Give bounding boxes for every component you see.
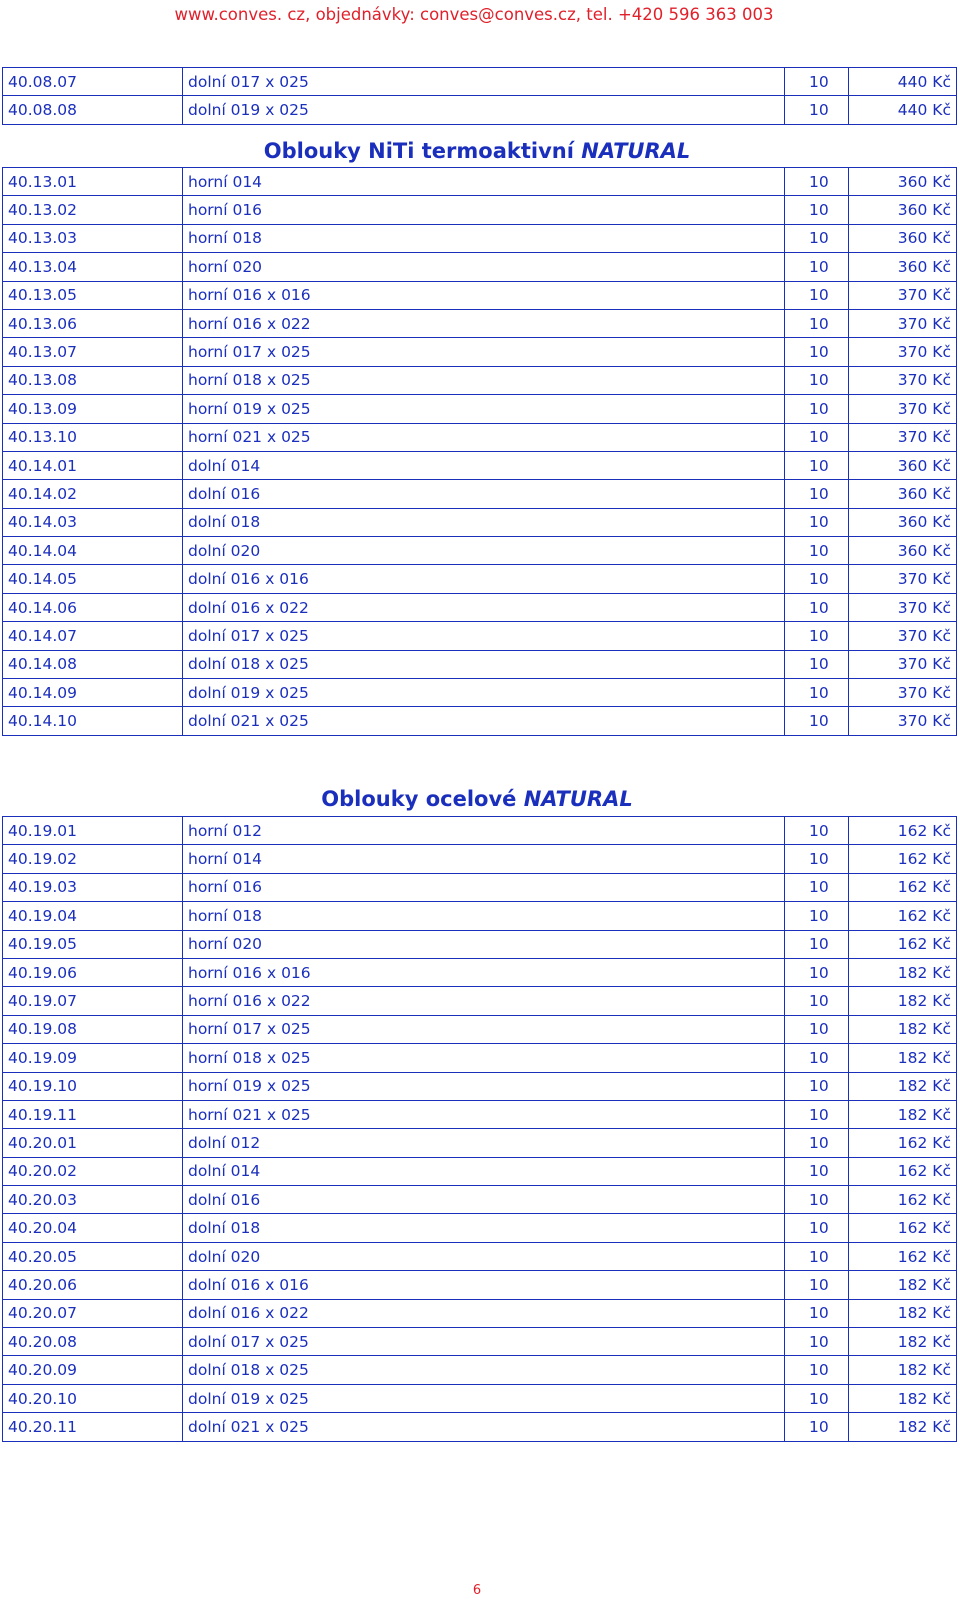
item-description: horní 018 x 025	[183, 366, 785, 394]
table-row	[3, 1384, 957, 1412]
item-description: dolní 020	[183, 1242, 785, 1270]
table-row	[3, 480, 957, 508]
item-description: horní 021 x 025	[183, 1100, 785, 1128]
item-description: dolní 016	[183, 1186, 785, 1214]
item-price: 360 Kč	[849, 168, 957, 196]
item-price: 360 Kč	[849, 537, 957, 565]
price-table-top	[2, 67, 957, 125]
table-row	[3, 650, 957, 678]
item-quantity: 10	[785, 1214, 849, 1242]
table-row	[3, 1015, 957, 1043]
item-price: 370 Kč	[849, 593, 957, 621]
item-price: 182 Kč	[849, 1044, 957, 1072]
table-row	[3, 958, 957, 986]
table-row	[3, 930, 957, 958]
item-price: 182 Kč	[849, 1299, 957, 1327]
item-code: 40.08.07	[3, 68, 183, 96]
item-price: 360 Kč	[849, 224, 957, 252]
item-price: 182 Kč	[849, 1356, 957, 1384]
item-code: 40.13.03	[3, 224, 183, 252]
item-code: 40.14.07	[3, 622, 183, 650]
item-description: dolní 018 x 025	[183, 1356, 785, 1384]
item-code: 40.14.06	[3, 593, 183, 621]
item-code: 40.19.08	[3, 1015, 183, 1043]
item-description: horní 017 x 025	[183, 338, 785, 366]
table-row	[3, 537, 957, 565]
item-quantity: 10	[785, 423, 849, 451]
item-code: 40.19.11	[3, 1100, 183, 1128]
table-row	[3, 1157, 957, 1185]
item-code: 40.19.06	[3, 958, 183, 986]
table-row	[3, 873, 957, 901]
item-price: 360 Kč	[849, 451, 957, 479]
item-price: 370 Kč	[849, 565, 957, 593]
item-quantity: 10	[785, 537, 849, 565]
item-code: 40.20.08	[3, 1328, 183, 1356]
item-quantity: 10	[785, 679, 849, 707]
item-code: 40.20.03	[3, 1186, 183, 1214]
item-code: 40.19.04	[3, 902, 183, 930]
item-description: dolní 017 x 025	[183, 68, 785, 96]
item-quantity: 10	[785, 958, 849, 986]
item-price: 440 Kč	[849, 68, 957, 96]
item-price: 370 Kč	[849, 395, 957, 423]
table-row	[3, 1072, 957, 1100]
item-description: dolní 021 x 025	[183, 707, 785, 735]
item-quantity: 10	[785, 593, 849, 621]
item-price: 370 Kč	[849, 338, 957, 366]
price-table-niti	[2, 167, 957, 736]
item-quantity: 10	[785, 1384, 849, 1412]
table-row	[3, 1044, 957, 1072]
item-quantity: 10	[785, 168, 849, 196]
item-code: 40.14.01	[3, 451, 183, 479]
table-row	[3, 565, 957, 593]
item-description: horní 019 x 025	[183, 395, 785, 423]
item-description: dolní 019 x 025	[183, 96, 785, 124]
item-quantity: 10	[785, 1356, 849, 1384]
item-code: 40.20.02	[3, 1157, 183, 1185]
table-row	[3, 1129, 957, 1157]
table-row	[3, 1299, 957, 1327]
item-price: 162 Kč	[849, 1129, 957, 1157]
item-quantity: 10	[785, 650, 849, 678]
table-row	[3, 309, 957, 337]
item-code: 40.14.03	[3, 508, 183, 536]
table-row	[3, 1328, 957, 1356]
item-description: dolní 012	[183, 1129, 785, 1157]
item-quantity: 10	[785, 902, 849, 930]
item-price: 162 Kč	[849, 1157, 957, 1185]
item-description: horní 018	[183, 224, 785, 252]
item-price: 370 Kč	[849, 679, 957, 707]
item-price: 182 Kč	[849, 1271, 957, 1299]
item-quantity: 10	[785, 1328, 849, 1356]
item-quantity: 10	[785, 96, 849, 124]
item-price: 360 Kč	[849, 480, 957, 508]
item-description: dolní 016 x 016	[183, 565, 785, 593]
item-code: 40.20.11	[3, 1413, 183, 1441]
item-description: horní 012	[183, 817, 785, 845]
table-row	[3, 817, 957, 845]
price-table-ocelove	[2, 816, 957, 1442]
item-quantity: 10	[785, 68, 849, 96]
item-description: horní 016 x 022	[183, 987, 785, 1015]
item-quantity: 10	[785, 1271, 849, 1299]
item-quantity: 10	[785, 1044, 849, 1072]
item-code: 40.14.05	[3, 565, 183, 593]
item-quantity: 10	[785, 1242, 849, 1270]
item-code: 40.13.05	[3, 281, 183, 309]
table-row	[3, 593, 957, 621]
item-code: 40.14.08	[3, 650, 183, 678]
table-row	[3, 987, 957, 1015]
item-price: 182 Kč	[849, 1384, 957, 1412]
table-row	[3, 168, 957, 196]
item-price: 162 Kč	[849, 873, 957, 901]
item-quantity: 10	[785, 1129, 849, 1157]
item-quantity: 10	[785, 987, 849, 1015]
item-code: 40.19.01	[3, 817, 183, 845]
item-code: 40.08.08	[3, 96, 183, 124]
item-quantity: 10	[785, 565, 849, 593]
item-price: 162 Kč	[849, 902, 957, 930]
table-row	[3, 338, 957, 366]
item-price: 162 Kč	[849, 845, 957, 873]
item-quantity: 10	[785, 224, 849, 252]
item-code: 40.20.07	[3, 1299, 183, 1327]
table-row	[3, 281, 957, 309]
table-row	[3, 451, 957, 479]
item-price: 182 Kč	[849, 1072, 957, 1100]
item-price: 162 Kč	[849, 1214, 957, 1242]
item-quantity: 10	[785, 1186, 849, 1214]
item-quantity: 10	[785, 395, 849, 423]
item-quantity: 10	[785, 309, 849, 337]
item-description: horní 018 x 025	[183, 1044, 785, 1072]
item-quantity: 10	[785, 508, 849, 536]
item-code: 40.13.10	[3, 423, 183, 451]
section-title-ocelove: Oblouky ocelové NATURAL	[321, 787, 633, 811]
item-price: 182 Kč	[849, 1413, 957, 1441]
item-description: horní 020	[183, 253, 785, 281]
item-code: 40.13.01	[3, 168, 183, 196]
item-price: 162 Kč	[849, 1242, 957, 1270]
item-price: 162 Kč	[849, 817, 957, 845]
item-price: 370 Kč	[849, 281, 957, 309]
item-description: horní 016 x 016	[183, 281, 785, 309]
table-row	[3, 1413, 957, 1441]
item-description: dolní 017 x 025	[183, 1328, 785, 1356]
table-row	[3, 253, 957, 281]
table-row	[3, 707, 957, 735]
item-code: 40.14.02	[3, 480, 183, 508]
item-price: 370 Kč	[849, 366, 957, 394]
item-price: 370 Kč	[849, 707, 957, 735]
section-title-niti: Oblouky NiTi termoaktivní NATURAL	[263, 139, 691, 163]
table-row	[3, 196, 957, 224]
item-description: dolní 018 x 025	[183, 650, 785, 678]
item-price: 360 Kč	[849, 508, 957, 536]
item-code: 40.13.09	[3, 395, 183, 423]
item-quantity: 10	[785, 1100, 849, 1128]
item-price: 182 Kč	[849, 1100, 957, 1128]
page-number: 6	[472, 1583, 482, 1598]
item-price: 440 Kč	[849, 96, 957, 124]
item-code: 40.20.05	[3, 1242, 183, 1270]
table-row	[3, 1242, 957, 1270]
table-row	[3, 1356, 957, 1384]
item-code: 40.20.01	[3, 1129, 183, 1157]
item-quantity: 10	[785, 817, 849, 845]
item-code: 40.19.09	[3, 1044, 183, 1072]
item-quantity: 10	[785, 1157, 849, 1185]
item-code: 40.14.10	[3, 707, 183, 735]
item-price: 360 Kč	[849, 196, 957, 224]
item-description: horní 014	[183, 845, 785, 873]
item-quantity: 10	[785, 281, 849, 309]
item-quantity: 10	[785, 366, 849, 394]
item-description: dolní 019 x 025	[183, 679, 785, 707]
item-code: 40.14.04	[3, 537, 183, 565]
item-price: 360 Kč	[849, 253, 957, 281]
table-row	[3, 508, 957, 536]
item-price: 162 Kč	[849, 930, 957, 958]
table-row	[3, 1100, 957, 1128]
item-description: horní 018	[183, 902, 785, 930]
table-row	[3, 224, 957, 252]
item-quantity: 10	[785, 1015, 849, 1043]
item-quantity: 10	[785, 1072, 849, 1100]
item-quantity: 10	[785, 1299, 849, 1327]
item-description: dolní 020	[183, 537, 785, 565]
table-row	[3, 68, 957, 96]
item-description: horní 021 x 025	[183, 423, 785, 451]
item-quantity: 10	[785, 1413, 849, 1441]
item-quantity: 10	[785, 480, 849, 508]
item-code: 40.19.05	[3, 930, 183, 958]
item-code: 40.19.07	[3, 987, 183, 1015]
item-price: 370 Kč	[849, 423, 957, 451]
item-quantity: 10	[785, 196, 849, 224]
item-description: dolní 016 x 022	[183, 593, 785, 621]
item-price: 370 Kč	[849, 309, 957, 337]
item-quantity: 10	[785, 873, 849, 901]
item-description: horní 016	[183, 196, 785, 224]
item-description: horní 020	[183, 930, 785, 958]
item-code: 40.13.06	[3, 309, 183, 337]
table-row	[3, 845, 957, 873]
item-description: dolní 016 x 016	[183, 1271, 785, 1299]
item-quantity: 10	[785, 845, 849, 873]
item-quantity: 10	[785, 338, 849, 366]
item-description: dolní 014	[183, 1157, 785, 1185]
item-quantity: 10	[785, 622, 849, 650]
item-description: dolní 016 x 022	[183, 1299, 785, 1327]
item-quantity: 10	[785, 930, 849, 958]
item-quantity: 10	[785, 253, 849, 281]
table-row	[3, 1271, 957, 1299]
table-row	[3, 679, 957, 707]
table-row	[3, 1214, 957, 1242]
item-description: horní 016 x 022	[183, 309, 785, 337]
table-row	[3, 622, 957, 650]
item-code: 40.13.04	[3, 253, 183, 281]
table-row	[3, 96, 957, 124]
item-description: dolní 014	[183, 451, 785, 479]
item-code: 40.13.08	[3, 366, 183, 394]
table-row	[3, 366, 957, 394]
table-row	[3, 902, 957, 930]
item-code: 40.20.04	[3, 1214, 183, 1242]
item-quantity: 10	[785, 451, 849, 479]
item-price: 370 Kč	[849, 650, 957, 678]
item-code: 40.19.03	[3, 873, 183, 901]
item-description: horní 017 x 025	[183, 1015, 785, 1043]
item-code: 40.20.09	[3, 1356, 183, 1384]
item-description: horní 014	[183, 168, 785, 196]
item-description: dolní 016	[183, 480, 785, 508]
item-price: 182 Kč	[849, 958, 957, 986]
item-description: dolní 019 x 025	[183, 1384, 785, 1412]
item-description: dolní 018	[183, 1214, 785, 1242]
item-price: 162 Kč	[849, 1186, 957, 1214]
page-header-contact: www.conves. cz, objednávky: conves@conves.cz, tel. +420 596 363 003	[174, 5, 774, 24]
item-price: 370 Kč	[849, 622, 957, 650]
item-code: 40.20.06	[3, 1271, 183, 1299]
item-description: dolní 021 x 025	[183, 1413, 785, 1441]
item-description: horní 019 x 025	[183, 1072, 785, 1100]
item-price: 182 Kč	[849, 987, 957, 1015]
item-code: 40.14.09	[3, 679, 183, 707]
item-code: 40.13.02	[3, 196, 183, 224]
table-row	[3, 395, 957, 423]
item-code: 40.13.07	[3, 338, 183, 366]
table-row	[3, 1186, 957, 1214]
item-code: 40.19.10	[3, 1072, 183, 1100]
item-description: horní 016 x 016	[183, 958, 785, 986]
item-code: 40.20.10	[3, 1384, 183, 1412]
item-description: horní 016	[183, 873, 785, 901]
item-price: 182 Kč	[849, 1328, 957, 1356]
item-description: dolní 017 x 025	[183, 622, 785, 650]
item-price: 182 Kč	[849, 1015, 957, 1043]
item-code: 40.19.02	[3, 845, 183, 873]
table-row	[3, 423, 957, 451]
item-description: dolní 018	[183, 508, 785, 536]
item-quantity: 10	[785, 707, 849, 735]
